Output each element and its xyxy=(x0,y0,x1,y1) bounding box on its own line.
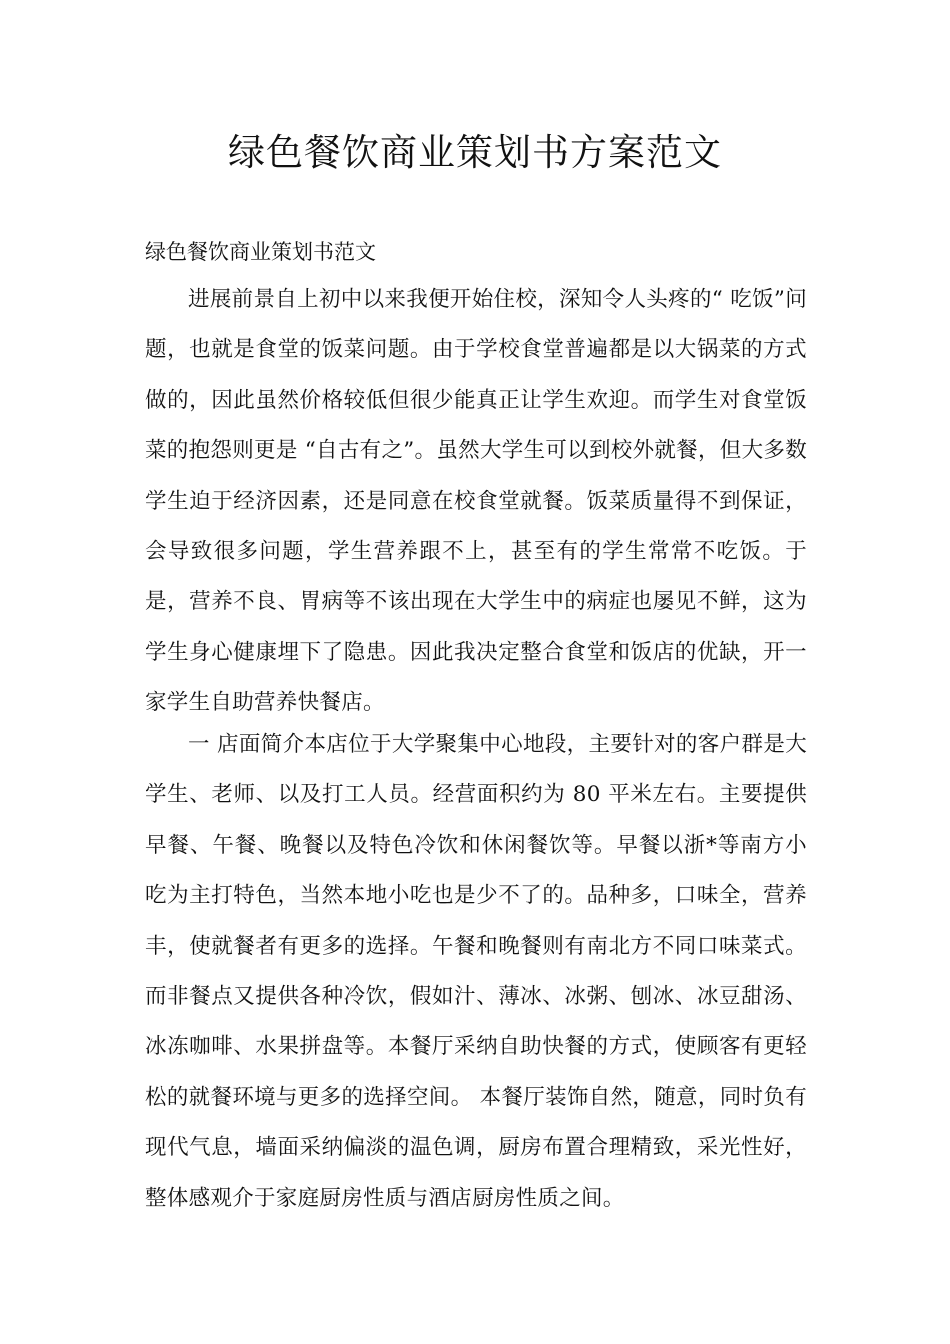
document-subtitle: 绿色餐饮商业策划书范文 xyxy=(145,240,376,264)
paragraph-store-intro: 一 店面简介本店位于大学聚集中心地段，主要针对的客户群是大学生、老师、以及打工人员。经营面积约为 80 平米左右。主要提供早餐、午餐、晚餐以及特色冷饮和休闲餐饮等。早餐以浙*等南方小吃为主打特色，当然本地小吃也是少不了的。品种多，口味全，营养丰，使就餐者有更多的选择。午餐和晚餐则有南北方不同口味菜式。而非餐点又提供各种冷饮，假如汁、薄冰、冰粥、刨冰、冰豆甜汤、冰冻咖啡、水果拼盘等。本餐厅采纳自助快餐的方式，使顾客有更轻松的就餐环境与更多的选择空间。 本餐厅装饰自然，随意，同时负有现代气息，墙面采纳偏淡的温色调，厨房布置合理精致，采光性好，整体感观介于家庭厨房性质与酒店厨房性质之间。 xyxy=(145,732,807,1211)
document-title: 绿色餐饮商业策划书方案范文 xyxy=(228,131,722,174)
paragraph-background: 进展前景自上初中以来我便开始住校，深知令人头疼的“ 吃饭”问题，也就是食堂的饭菜问题。由于学校食堂普遍都是以大锅菜的方式做的，因此虽然价格较低但很少能真正让学生欢迎。而学生对食堂饭菜的抱怨则更是 “自古有之”。虽然大学生可以到校外就餐，但大多数学生迫于经济因素，还是同意在校食堂就餐。饭菜质量得不到保证，会导致很多问题，学生营养跟不上，甚至有的学生常常不吃饭。于是，营养不良、胃病等不该出现在大学生中的病症也屡见不鲜，这为学生身心健康埋下了隐患。因此我决定整合食堂和饭店的优缺，开一家学生自助营养快餐店。 xyxy=(145,287,807,716)
